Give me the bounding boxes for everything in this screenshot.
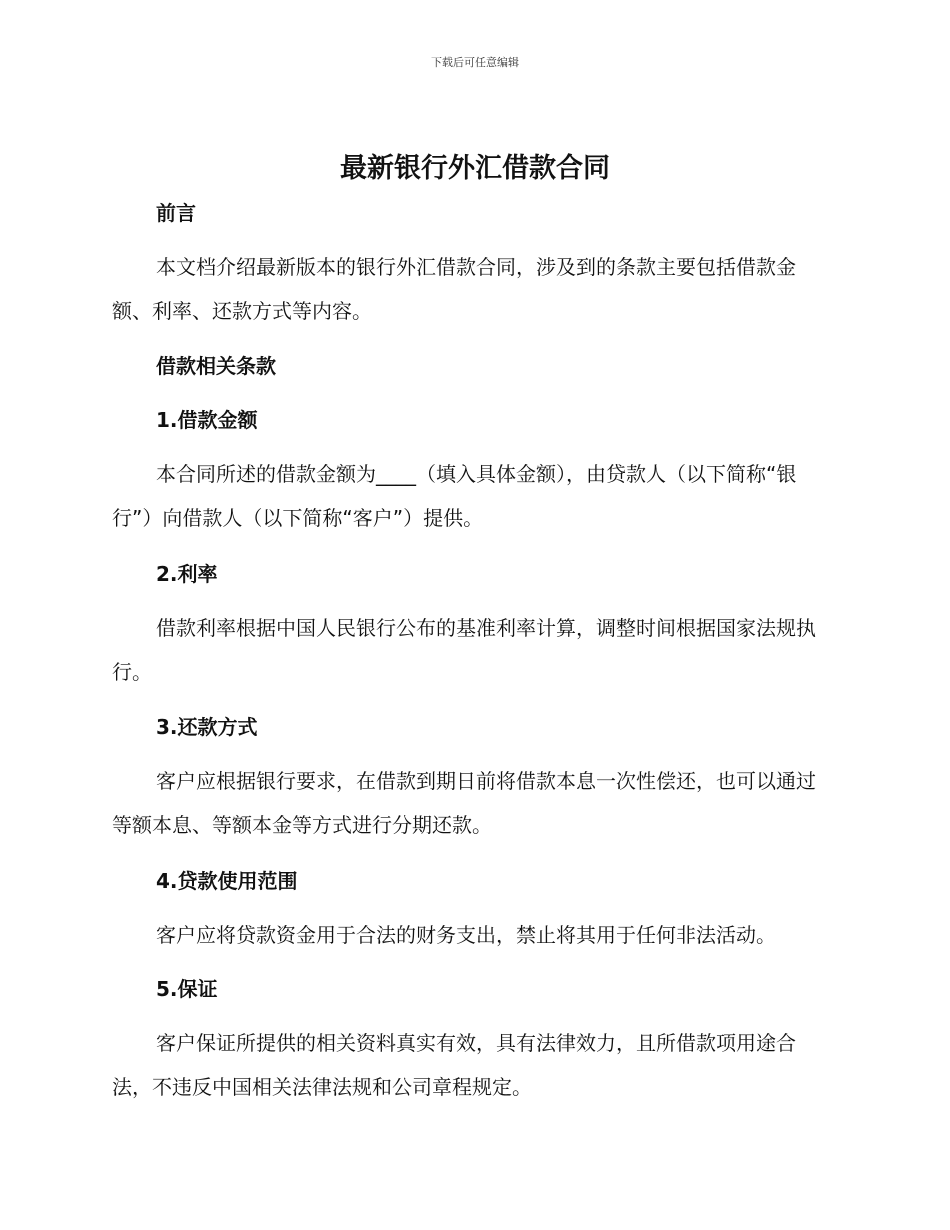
section-paragraph-loan-amount: 本合同所述的借款金额为____（填入具体金额），由贷款人（以下简称“银行”）向借款人（以下简称“客户”）提供。 [112, 462, 797, 530]
section-heading-usage-scope: 4.贷款使用范围 [156, 869, 298, 893]
section-paragraph-preface: 本文档介绍最新版本的银行外汇借款合同，涉及到的条款主要包括借款金额、利率、还款方式等内容。 [112, 255, 796, 323]
section-heading-loan-terms: 借款相关条款 [156, 354, 276, 378]
header-note: 下载后可任意编辑 [431, 56, 519, 69]
section-heading-guarantee: 5.保证 [156, 977, 218, 1001]
section-paragraph-guarantee: 客户保证所提供的相关资料真实有效，具有法律效力，且所借款项用途合法，不违反中国相关法律法规和公司章程规定。 [112, 1031, 796, 1099]
section-heading-loan-amount: 1.借款金额 [156, 408, 258, 432]
section-heading-interest-rate: 2.利率 [156, 562, 218, 586]
document-title: 最新银行外汇借款合同 [340, 153, 610, 184]
section-paragraph-usage-scope: 客户应将贷款资金用于合法的财务支出，禁止将其用于任何非法活动。 [156, 923, 776, 947]
section-paragraph-interest-rate: 借款利率根据中国人民银行公布的基准利率计算，调整时间根据国家法规执行。 [112, 616, 816, 684]
section-paragraph-repayment: 客户应根据银行要求，在借款到期日前将借款本息一次性偿还，也可以通过等额本息、等额本金等方式进行分期还款。 [112, 769, 816, 837]
section-heading-repayment: 3.还款方式 [156, 715, 258, 739]
section-heading-preface: 前言 [156, 201, 196, 225]
